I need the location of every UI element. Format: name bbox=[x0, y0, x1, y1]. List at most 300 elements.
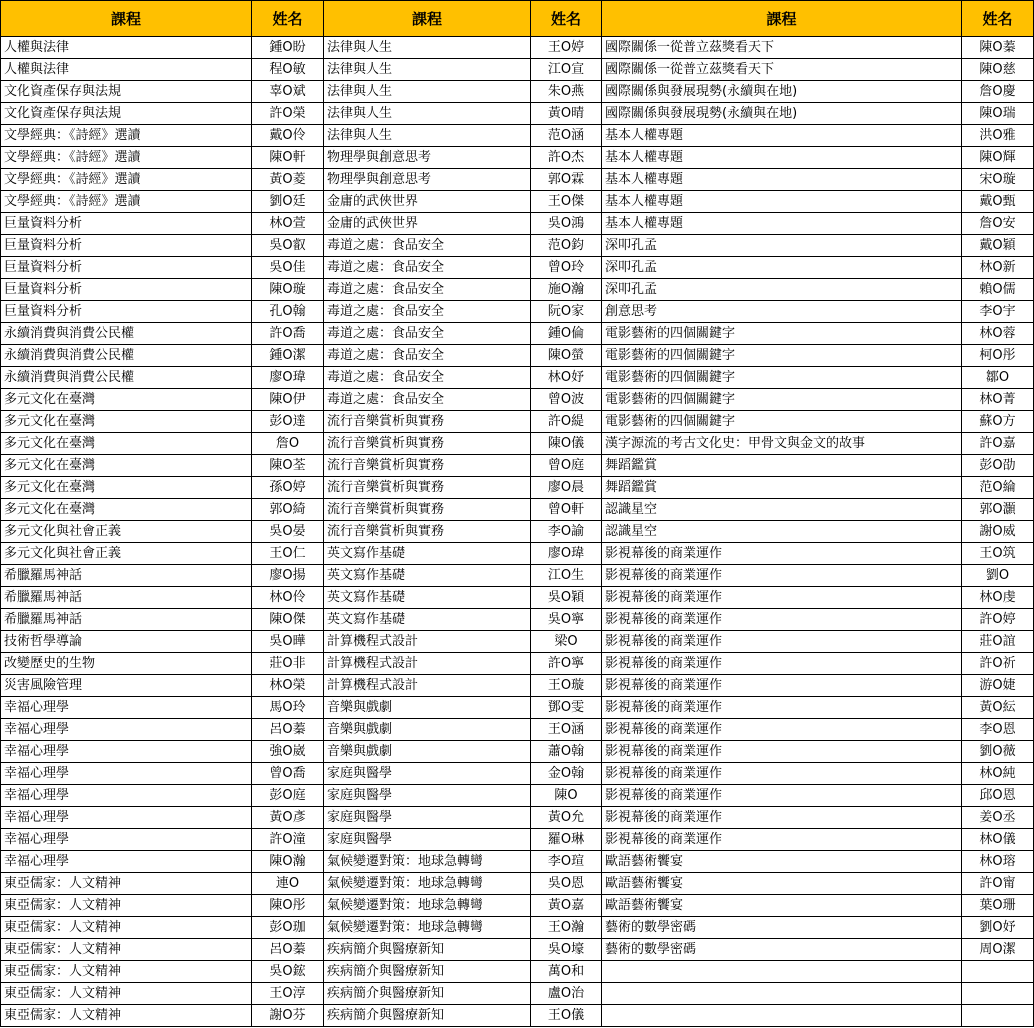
name-cell: 李O諭 bbox=[531, 521, 602, 543]
name-cell: 彭O達 bbox=[252, 411, 324, 433]
table-row bbox=[1, 873, 1034, 895]
course-cell: 東亞儒家：人文精神 bbox=[1, 917, 252, 939]
course-cell: 幸福心理學 bbox=[1, 807, 252, 829]
name-cell: 江O生 bbox=[531, 565, 602, 587]
course-cell: 影視幕後的商業運作 bbox=[602, 653, 962, 675]
name-cell: 金O翰 bbox=[531, 763, 602, 785]
course-cell: 法律與人生 bbox=[324, 103, 531, 125]
course-cell: 英文寫作基礎 bbox=[324, 609, 531, 631]
course-cell: 舞蹈鑑賞 bbox=[602, 477, 962, 499]
name-cell: 陳O彤 bbox=[252, 895, 324, 917]
name-cell: 王O涵 bbox=[531, 719, 602, 741]
table-row bbox=[1, 675, 1034, 697]
course-cell: 人權與法律 bbox=[1, 59, 252, 81]
name-cell: 王O筑 bbox=[962, 543, 1034, 565]
name-cell: 柯O彤 bbox=[962, 345, 1034, 367]
name-cell: 林O萱 bbox=[252, 213, 324, 235]
course-cell: 歐語藝術饗宴 bbox=[602, 873, 962, 895]
table-row bbox=[1, 785, 1034, 807]
name-cell: 林O榮 bbox=[252, 675, 324, 697]
course-cell: 影視幕後的商業運作 bbox=[602, 741, 962, 763]
name-cell: 鍾O潔 bbox=[252, 345, 324, 367]
course-cell: 文化資產保存與法規 bbox=[1, 103, 252, 125]
course-cell: 氣候變遷對策：地球急轉彎 bbox=[324, 851, 531, 873]
course-cell: 舞蹈鑑賞 bbox=[602, 455, 962, 477]
course-cell: 認識星空 bbox=[602, 521, 962, 543]
table-row bbox=[1, 543, 1034, 565]
table-row bbox=[1, 389, 1034, 411]
course-cell: 疾病簡介與醫療新知 bbox=[324, 983, 531, 1005]
table-row bbox=[1, 345, 1034, 367]
name-cell: 許O緹 bbox=[531, 411, 602, 433]
course-cell: 巨量資料分析 bbox=[1, 235, 252, 257]
name-cell: 許O杰 bbox=[531, 147, 602, 169]
name-cell: 陳O荃 bbox=[252, 455, 324, 477]
course-cell: 英文寫作基礎 bbox=[324, 565, 531, 587]
table-body bbox=[1, 37, 1034, 1027]
name-cell: 郭O綺 bbox=[252, 499, 324, 521]
course-cell: 文學經典：《詩經》選讀 bbox=[1, 169, 252, 191]
name-cell: 羅O琳 bbox=[531, 829, 602, 851]
name-cell: 莊O誼 bbox=[962, 631, 1034, 653]
course-cell: 流行音樂賞析與實務 bbox=[324, 433, 531, 455]
name-cell: 戴O穎 bbox=[962, 235, 1034, 257]
course-cell: 藝術的數學密碼 bbox=[602, 917, 962, 939]
course-cell: 疾病簡介與醫療新知 bbox=[324, 939, 531, 961]
course-cell: 多元文化與社會正義 bbox=[1, 521, 252, 543]
course-cell: 多元文化在臺灣 bbox=[1, 433, 252, 455]
name-cell: 鍾O倫 bbox=[531, 323, 602, 345]
header-row bbox=[1, 1, 1034, 37]
name-cell: 江O宣 bbox=[531, 59, 602, 81]
name-cell: 馬O玲 bbox=[252, 697, 324, 719]
name-cell: 許O榮 bbox=[252, 103, 324, 125]
name-cell: 許O喬 bbox=[252, 323, 324, 345]
course-cell: 英文寫作基礎 bbox=[324, 543, 531, 565]
course-cell: 東亞儒家：人文精神 bbox=[1, 983, 252, 1005]
name-cell: 郭O霖 bbox=[531, 169, 602, 191]
name-cell: 鍾O盼 bbox=[252, 37, 324, 59]
name-cell: 阮O家 bbox=[531, 301, 602, 323]
course-cell: 音樂與戲劇 bbox=[324, 697, 531, 719]
course-cell: 計算機程式設計 bbox=[324, 631, 531, 653]
name-cell: 黃O菱 bbox=[252, 169, 324, 191]
name-cell: 朱O燕 bbox=[531, 81, 602, 103]
course-cell: 國際關係一從普立茲獎看天下 bbox=[602, 37, 962, 59]
name-cell: 林O菁 bbox=[962, 389, 1034, 411]
table-row bbox=[1, 631, 1034, 653]
name-cell: 呂O蓁 bbox=[252, 719, 324, 741]
course-cell: 影視幕後的商業運作 bbox=[602, 565, 962, 587]
table-row bbox=[1, 81, 1034, 103]
table-row bbox=[1, 829, 1034, 851]
course-cell: 電影藝術的四個關鍵字 bbox=[602, 323, 962, 345]
course-cell: 希臘羅馬神話 bbox=[1, 565, 252, 587]
name-cell: 吳O叡 bbox=[252, 235, 324, 257]
course-cell: 希臘羅馬神話 bbox=[1, 609, 252, 631]
course-cell: 幸福心理學 bbox=[1, 851, 252, 873]
header-name-3: 姓名 bbox=[962, 1, 1034, 37]
course-cell: 基本人權專題 bbox=[602, 213, 962, 235]
course-cell: 法律與人生 bbox=[324, 59, 531, 81]
course-cell: 毒道之處：食品安全 bbox=[324, 323, 531, 345]
name-cell: 吳O曄 bbox=[252, 631, 324, 653]
course-cell: 影視幕後的商業運作 bbox=[602, 587, 962, 609]
table-row bbox=[1, 851, 1034, 873]
course-cell: 創意思考 bbox=[602, 301, 962, 323]
course-cell: 金庸的武俠世界 bbox=[324, 191, 531, 213]
name-cell: 謝O芬 bbox=[252, 1005, 324, 1027]
name-cell: 吳O鋐 bbox=[252, 961, 324, 983]
course-cell: 歐語藝術饗宴 bbox=[602, 895, 962, 917]
name-cell: 辜O斌 bbox=[252, 81, 324, 103]
course-cell: 多元文化在臺灣 bbox=[1, 411, 252, 433]
course-cell: 災害風險管理 bbox=[1, 675, 252, 697]
name-cell: 連O bbox=[252, 873, 324, 895]
course-cell: 基本人權專題 bbox=[602, 191, 962, 213]
name-cell: 蕭O翰 bbox=[531, 741, 602, 763]
name-cell: 林O妤 bbox=[531, 367, 602, 389]
table-row bbox=[1, 895, 1034, 917]
name-cell: 王O淳 bbox=[252, 983, 324, 1005]
course-cell bbox=[602, 983, 962, 1005]
name-cell: 劉O廷 bbox=[252, 191, 324, 213]
name-cell: 黃O允 bbox=[531, 807, 602, 829]
name-cell: 范O綸 bbox=[962, 477, 1034, 499]
name-cell: 郭O灝 bbox=[962, 499, 1034, 521]
name-cell: 宋O璇 bbox=[962, 169, 1034, 191]
name-cell: 陳O軒 bbox=[252, 147, 324, 169]
name-cell: 林O純 bbox=[962, 763, 1034, 785]
name-cell: 陳O傑 bbox=[252, 609, 324, 631]
course-cell: 歐語藝術饗宴 bbox=[602, 851, 962, 873]
course-cell: 流行音樂賞析與實務 bbox=[324, 411, 531, 433]
name-cell: 王O瀚 bbox=[531, 917, 602, 939]
table-row bbox=[1, 499, 1034, 521]
table-row bbox=[1, 125, 1034, 147]
name-cell: 吳O恩 bbox=[531, 873, 602, 895]
name-cell: 王O婷 bbox=[531, 37, 602, 59]
name-cell: 詹O bbox=[252, 433, 324, 455]
course-cell: 幸福心理學 bbox=[1, 785, 252, 807]
course-cell: 巨量資料分析 bbox=[1, 257, 252, 279]
course-cell: 流行音樂賞析與實務 bbox=[324, 477, 531, 499]
table-row bbox=[1, 917, 1034, 939]
name-cell: 游O婕 bbox=[962, 675, 1034, 697]
name-cell: 吳O穎 bbox=[531, 587, 602, 609]
course-cell: 幸福心理學 bbox=[1, 763, 252, 785]
name-cell: 曾O波 bbox=[531, 389, 602, 411]
course-cell: 氣候變遷對策：地球急轉彎 bbox=[324, 895, 531, 917]
course-cell: 家庭與醫學 bbox=[324, 763, 531, 785]
course-cell: 希臘羅馬神話 bbox=[1, 587, 252, 609]
course-cell: 巨量資料分析 bbox=[1, 213, 252, 235]
header-name-2: 姓名 bbox=[531, 1, 602, 37]
name-cell: 吳O佳 bbox=[252, 257, 324, 279]
name-cell: 謝O威 bbox=[962, 521, 1034, 543]
name-cell: 施O瀚 bbox=[531, 279, 602, 301]
course-cell: 疾病簡介與醫療新知 bbox=[324, 961, 531, 983]
course-cell: 國際關係與發展現勢(永續與在地) bbox=[602, 103, 962, 125]
name-cell: 范O鈞 bbox=[531, 235, 602, 257]
name-cell: 王O儀 bbox=[531, 1005, 602, 1027]
name-cell: 范O涵 bbox=[531, 125, 602, 147]
name-cell: 陳O伊 bbox=[252, 389, 324, 411]
name-cell: 戴O伶 bbox=[252, 125, 324, 147]
name-cell: 王O傑 bbox=[531, 191, 602, 213]
course-cell: 毒道之處：食品安全 bbox=[324, 367, 531, 389]
course-cell: 家庭與醫學 bbox=[324, 807, 531, 829]
table-header bbox=[1, 1, 1034, 37]
course-cell: 永續消費與消費公民權 bbox=[1, 323, 252, 345]
name-cell: 陳O bbox=[531, 785, 602, 807]
header-course-1: 課程 bbox=[1, 1, 252, 37]
course-cell: 計算機程式設計 bbox=[324, 653, 531, 675]
course-cell: 基本人權專題 bbox=[602, 125, 962, 147]
course-cell: 文學經典：《詩經》選讀 bbox=[1, 147, 252, 169]
course-cell: 影視幕後的商業運作 bbox=[602, 631, 962, 653]
name-cell: 劉O bbox=[962, 565, 1034, 587]
course-cell: 國際關係與發展現勢(永續與在地) bbox=[602, 81, 962, 103]
course-cell: 音樂與戲劇 bbox=[324, 741, 531, 763]
table-row bbox=[1, 1005, 1034, 1027]
course-cell: 東亞儒家：人文精神 bbox=[1, 873, 252, 895]
table-row bbox=[1, 477, 1034, 499]
header-course-2: 課程 bbox=[324, 1, 531, 37]
name-cell: 許O寧 bbox=[531, 653, 602, 675]
table-row bbox=[1, 147, 1034, 169]
name-cell: 許O婷 bbox=[962, 609, 1034, 631]
course-cell: 法律與人生 bbox=[324, 81, 531, 103]
course-cell: 東亞儒家：人文精神 bbox=[1, 939, 252, 961]
course-cell: 計算機程式設計 bbox=[324, 675, 531, 697]
course-cell: 法律與人生 bbox=[324, 125, 531, 147]
name-cell: 廖O揚 bbox=[252, 565, 324, 587]
course-cell: 氣候變遷對策：地球急轉彎 bbox=[324, 917, 531, 939]
name-cell: 曾O玲 bbox=[531, 257, 602, 279]
name-cell: 黃O嘉 bbox=[531, 895, 602, 917]
table-row bbox=[1, 455, 1034, 477]
table-row bbox=[1, 587, 1034, 609]
name-cell: 呂O蓁 bbox=[252, 939, 324, 961]
name-cell: 林O儀 bbox=[962, 829, 1034, 851]
name-cell: 孫O婷 bbox=[252, 477, 324, 499]
course-cell: 漢字源流的考古文化史：甲骨文與金文的故事 bbox=[602, 433, 962, 455]
table-row bbox=[1, 433, 1034, 455]
name-cell bbox=[962, 983, 1034, 1005]
name-cell: 黃O晴 bbox=[531, 103, 602, 125]
table-row bbox=[1, 367, 1034, 389]
course-cell: 影視幕後的商業運作 bbox=[602, 785, 962, 807]
name-cell: 盧O治 bbox=[531, 983, 602, 1005]
course-cell: 東亞儒家：人文精神 bbox=[1, 961, 252, 983]
name-cell: 林O新 bbox=[962, 257, 1034, 279]
name-cell: 吳O寧 bbox=[531, 609, 602, 631]
table-row bbox=[1, 961, 1034, 983]
course-cell: 音樂與戲劇 bbox=[324, 719, 531, 741]
course-cell: 毒道之處：食品安全 bbox=[324, 345, 531, 367]
course-cell: 技術哲學導論 bbox=[1, 631, 252, 653]
name-cell bbox=[962, 961, 1034, 983]
name-cell: 曾O軒 bbox=[531, 499, 602, 521]
course-cell: 幸福心理學 bbox=[1, 829, 252, 851]
name-cell: 黃O彥 bbox=[252, 807, 324, 829]
course-cell: 幸福心理學 bbox=[1, 741, 252, 763]
course-cell: 家庭與醫學 bbox=[324, 785, 531, 807]
table-row bbox=[1, 213, 1034, 235]
name-cell: 林O虔 bbox=[962, 587, 1034, 609]
name-cell: 劉O薇 bbox=[962, 741, 1034, 763]
table-row bbox=[1, 103, 1034, 125]
table-row bbox=[1, 763, 1034, 785]
table-row bbox=[1, 411, 1034, 433]
course-cell bbox=[602, 1005, 962, 1027]
course-cell: 毒道之處：食品安全 bbox=[324, 301, 531, 323]
name-cell: 黃O紜 bbox=[962, 697, 1034, 719]
table-row bbox=[1, 301, 1034, 323]
course-cell: 電影藝術的四個關鍵字 bbox=[602, 367, 962, 389]
course-cell: 國際關係一從普立茲獎看天下 bbox=[602, 59, 962, 81]
course-cell: 毒道之處：食品安全 bbox=[324, 389, 531, 411]
name-cell: 程O敏 bbox=[252, 59, 324, 81]
course-cell: 影視幕後的商業運作 bbox=[602, 697, 962, 719]
course-cell: 流行音樂賞析與實務 bbox=[324, 499, 531, 521]
name-cell: 廖O瑋 bbox=[531, 543, 602, 565]
name-cell: 梁O bbox=[531, 631, 602, 653]
table-row bbox=[1, 521, 1034, 543]
name-cell: 萬O和 bbox=[531, 961, 602, 983]
course-cell: 電影藝術的四個關鍵字 bbox=[602, 389, 962, 411]
table-row bbox=[1, 323, 1034, 345]
course-cell: 影視幕後的商業運作 bbox=[602, 609, 962, 631]
course-cell: 人權與法律 bbox=[1, 37, 252, 59]
course-cell: 東亞儒家：人文精神 bbox=[1, 895, 252, 917]
course-cell: 基本人權專題 bbox=[602, 147, 962, 169]
course-cell: 影視幕後的商業運作 bbox=[602, 543, 962, 565]
name-cell: 林O蓉 bbox=[962, 323, 1034, 345]
name-cell: 李O瑄 bbox=[531, 851, 602, 873]
course-cell: 毒道之處：食品安全 bbox=[324, 257, 531, 279]
name-cell: 廖O瑋 bbox=[252, 367, 324, 389]
course-cell: 深叩孔孟 bbox=[602, 279, 962, 301]
course-cell: 影視幕後的商業運作 bbox=[602, 719, 962, 741]
table-row bbox=[1, 939, 1034, 961]
name-cell: 彭O珈 bbox=[252, 917, 324, 939]
table-row bbox=[1, 191, 1034, 213]
course-cell: 永續消費與消費公民權 bbox=[1, 345, 252, 367]
course-cell bbox=[602, 961, 962, 983]
course-cell: 影視幕後的商業運作 bbox=[602, 675, 962, 697]
course-cell: 法律與人生 bbox=[324, 37, 531, 59]
table-row bbox=[1, 719, 1034, 741]
name-cell: 洪O雅 bbox=[962, 125, 1034, 147]
name-cell: 強O崴 bbox=[252, 741, 324, 763]
name-cell: 陳O瑞 bbox=[962, 103, 1034, 125]
course-cell: 電影藝術的四個關鍵字 bbox=[602, 345, 962, 367]
course-cell: 深叩孔孟 bbox=[602, 235, 962, 257]
course-cell: 家庭與醫學 bbox=[324, 829, 531, 851]
table-row bbox=[1, 59, 1034, 81]
course-cell: 深叩孔孟 bbox=[602, 257, 962, 279]
name-cell: 吳O鴻 bbox=[531, 213, 602, 235]
name-cell bbox=[962, 1005, 1034, 1027]
name-cell: 吳O壕 bbox=[531, 939, 602, 961]
course-cell: 巨量資料分析 bbox=[1, 301, 252, 323]
course-cell: 物理學與創意思考 bbox=[324, 169, 531, 191]
course-cell: 流行音樂賞析與實務 bbox=[324, 455, 531, 477]
name-cell: 陳O蓁 bbox=[962, 37, 1034, 59]
name-cell: 賴O儒 bbox=[962, 279, 1034, 301]
course-cell: 毒道之處：食品安全 bbox=[324, 235, 531, 257]
name-cell: 莊O非 bbox=[252, 653, 324, 675]
name-cell: 許O甯 bbox=[962, 873, 1034, 895]
course-cell: 巨量資料分析 bbox=[1, 279, 252, 301]
course-cell: 永續消費與消費公民權 bbox=[1, 367, 252, 389]
name-cell: 陳O輝 bbox=[962, 147, 1034, 169]
course-cell: 改變歷史的生物 bbox=[1, 653, 252, 675]
table-row bbox=[1, 235, 1034, 257]
table-row bbox=[1, 565, 1034, 587]
name-cell: 李O恩 bbox=[962, 719, 1034, 741]
name-cell: 陳O慈 bbox=[962, 59, 1034, 81]
name-cell: 王O璇 bbox=[531, 675, 602, 697]
course-cell: 疾病簡介與醫療新知 bbox=[324, 1005, 531, 1027]
table-row bbox=[1, 37, 1034, 59]
course-cell: 東亞儒家：人文精神 bbox=[1, 1005, 252, 1027]
name-cell: 許O嘉 bbox=[962, 433, 1034, 455]
name-cell: 李O宇 bbox=[962, 301, 1034, 323]
course-cell: 基本人權專題 bbox=[602, 169, 962, 191]
name-cell: 劉O妤 bbox=[962, 917, 1034, 939]
name-cell: 鄧O雯 bbox=[531, 697, 602, 719]
name-cell: 葉O珊 bbox=[962, 895, 1034, 917]
name-cell: 邱O恩 bbox=[962, 785, 1034, 807]
course-cell: 藝術的數學密碼 bbox=[602, 939, 962, 961]
name-cell: 王O仁 bbox=[252, 543, 324, 565]
course-cell: 毒道之處：食品安全 bbox=[324, 279, 531, 301]
name-cell: 鄒O bbox=[962, 367, 1034, 389]
name-cell: 許O潼 bbox=[252, 829, 324, 851]
name-cell: 陳O儀 bbox=[531, 433, 602, 455]
name-cell: 廖O晨 bbox=[531, 477, 602, 499]
table-row bbox=[1, 741, 1034, 763]
table-row bbox=[1, 257, 1034, 279]
name-cell: 林O伶 bbox=[252, 587, 324, 609]
name-cell: 彭O劭 bbox=[962, 455, 1034, 477]
course-cell: 電影藝術的四個關鍵字 bbox=[602, 411, 962, 433]
course-cell: 物理學與創意思考 bbox=[324, 147, 531, 169]
name-cell: 吳O晏 bbox=[252, 521, 324, 543]
name-cell: 陳O螢 bbox=[531, 345, 602, 367]
header-course-3: 課程 bbox=[602, 1, 962, 37]
name-cell: 詹O慶 bbox=[962, 81, 1034, 103]
table-row bbox=[1, 169, 1034, 191]
course-cell: 多元文化與社會正義 bbox=[1, 543, 252, 565]
course-cell: 多元文化在臺灣 bbox=[1, 389, 252, 411]
name-cell: 陳O璇 bbox=[252, 279, 324, 301]
name-cell: 蘇O方 bbox=[962, 411, 1034, 433]
course-cell: 文學經典：《詩經》選讀 bbox=[1, 125, 252, 147]
course-cell: 多元文化在臺灣 bbox=[1, 455, 252, 477]
name-cell: 曾O庭 bbox=[531, 455, 602, 477]
course-cell: 認識星空 bbox=[602, 499, 962, 521]
name-cell: 曾O喬 bbox=[252, 763, 324, 785]
course-cell: 英文寫作基礎 bbox=[324, 587, 531, 609]
header-name-1: 姓名 bbox=[252, 1, 324, 37]
table-row bbox=[1, 609, 1034, 631]
table-row bbox=[1, 983, 1034, 1005]
course-cell: 多元文化在臺灣 bbox=[1, 499, 252, 521]
